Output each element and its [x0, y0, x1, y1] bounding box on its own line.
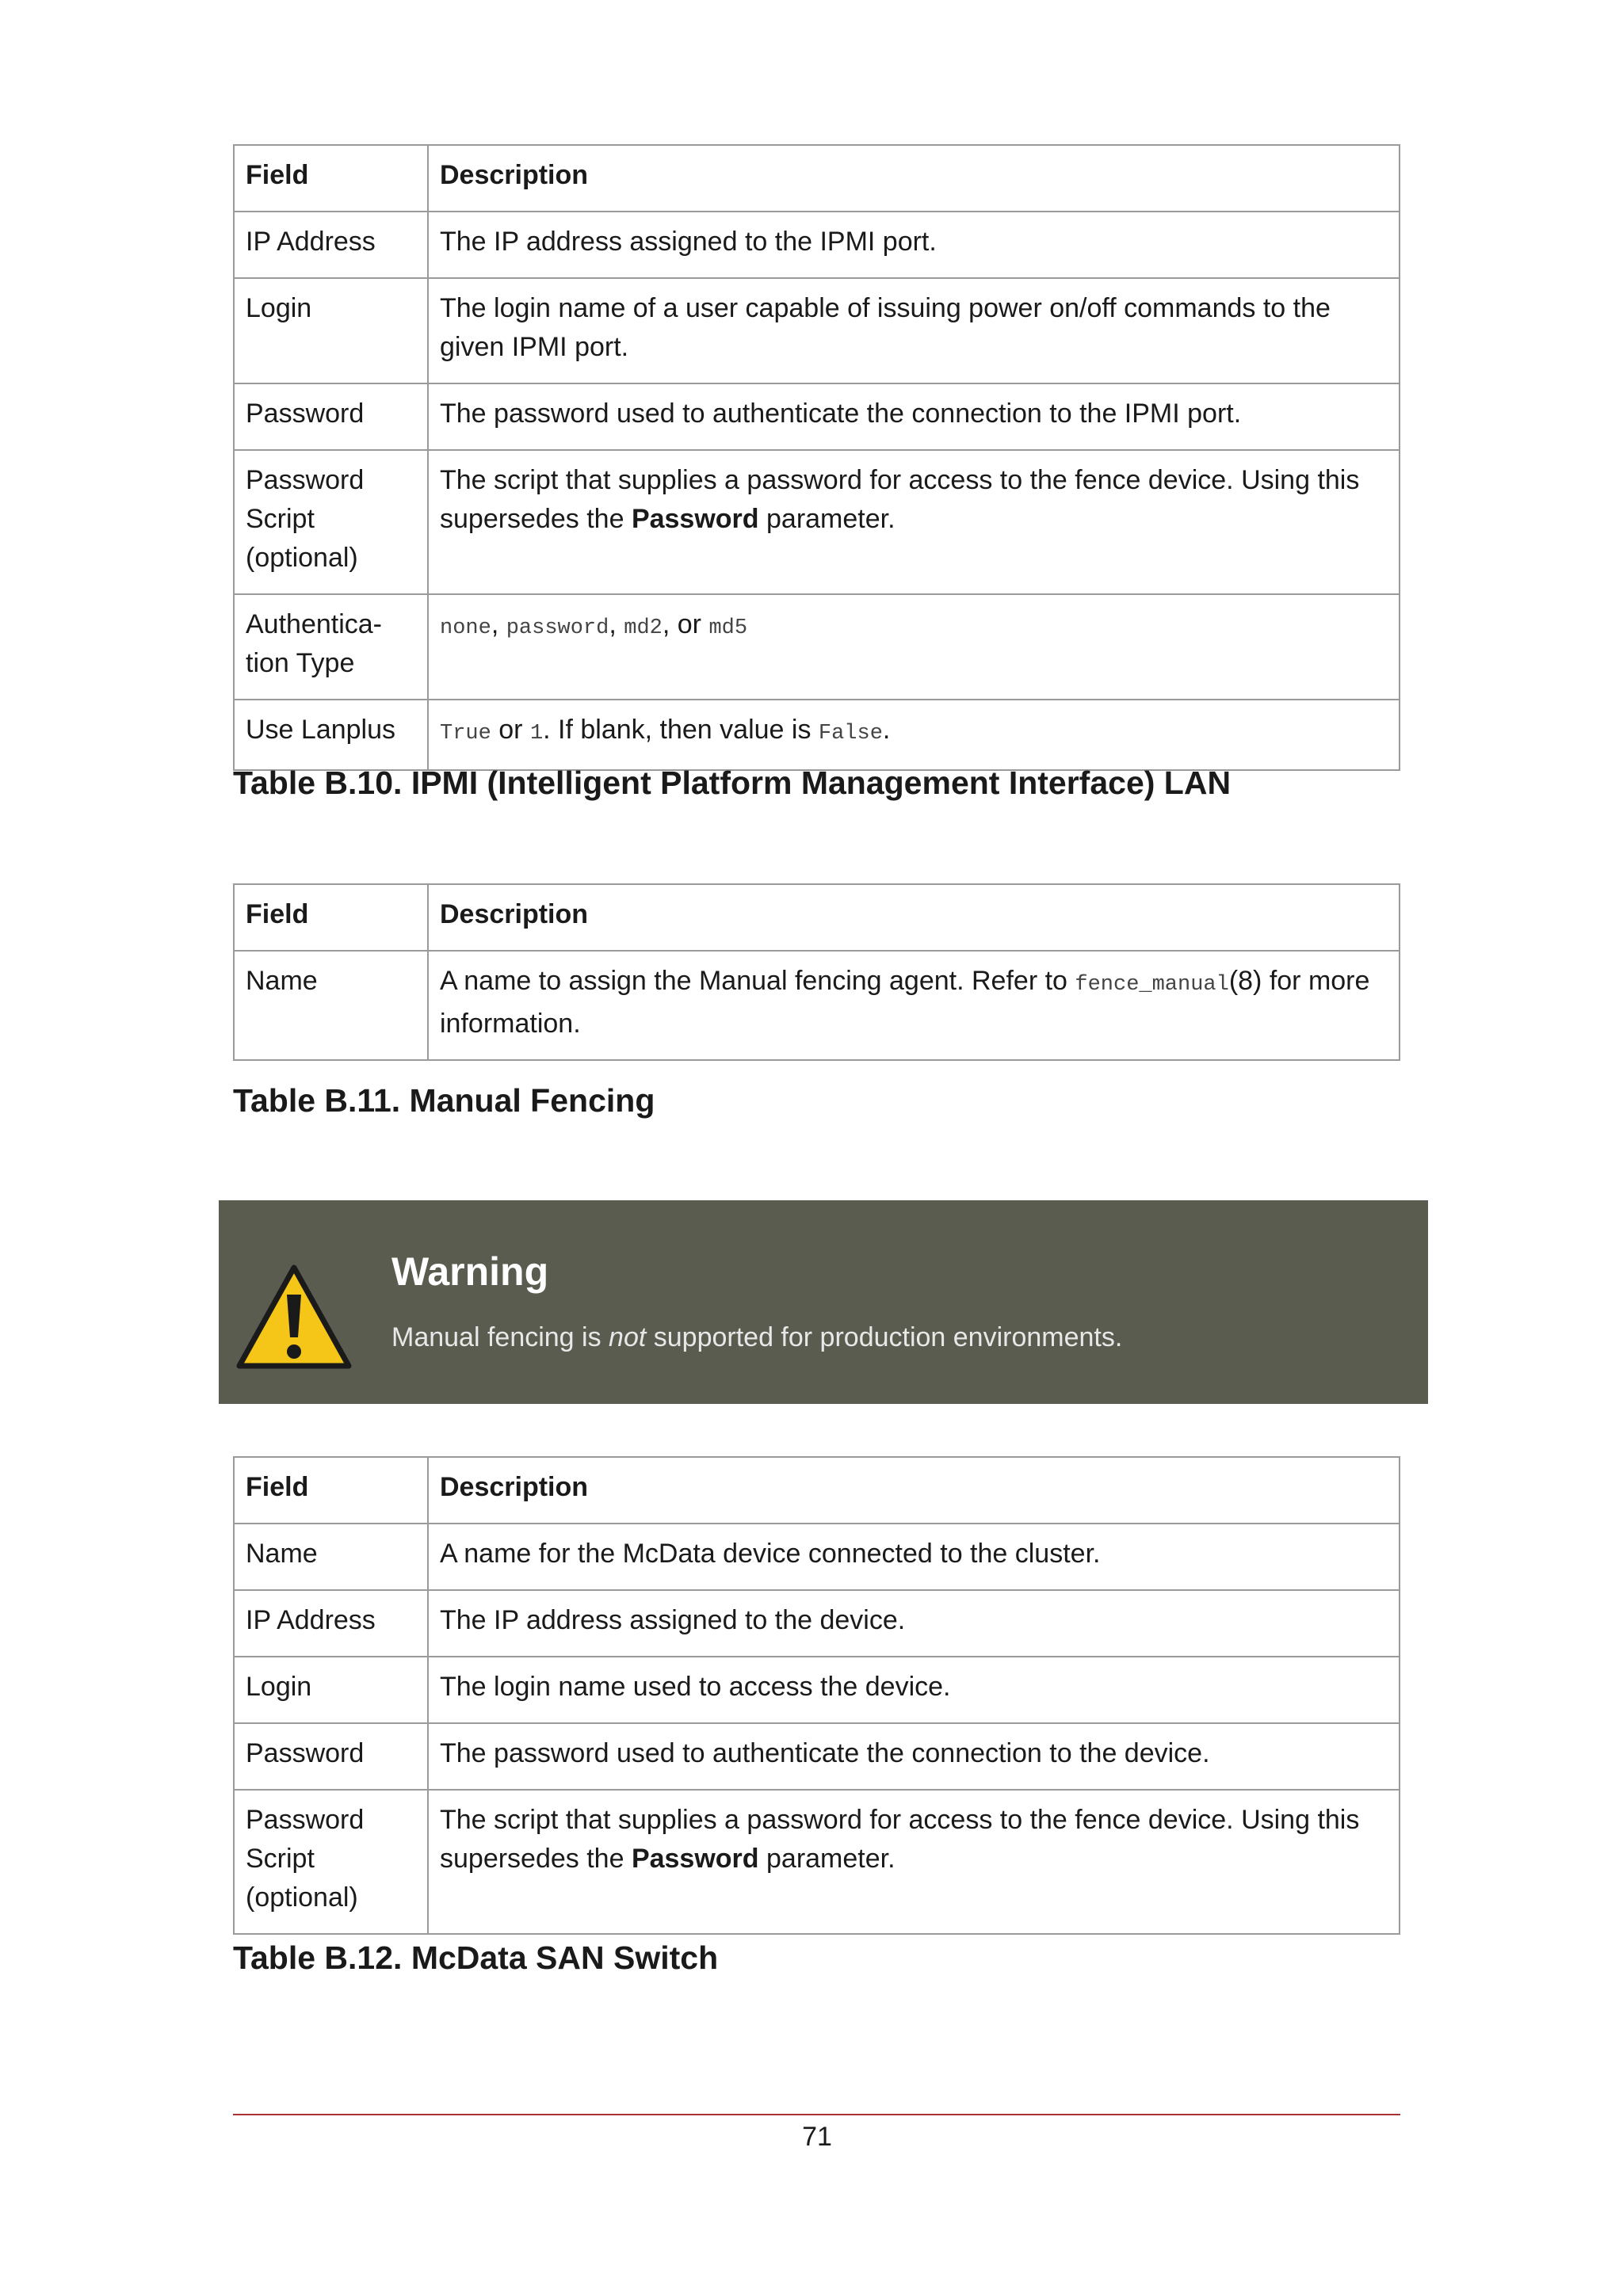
table-row — [234, 383, 1400, 450]
description-text: (8) for more information. — [440, 966, 1370, 1039]
table-header-row — [234, 145, 1400, 212]
separator: , or — [662, 609, 709, 639]
code-value: True — [440, 722, 491, 746]
table-caption: Table B.10. IPMI (Intelligent Platform Management Interface) LAN — [233, 765, 1232, 801]
field-cell — [234, 1790, 428, 1934]
description-text: . If blank, then value is — [543, 715, 819, 745]
field-cell — [234, 450, 428, 594]
field-cell: Name — [234, 1524, 428, 1590]
table-row — [234, 1657, 1400, 1723]
field-line: Authentica- — [246, 609, 382, 639]
field-cell: Login — [234, 278, 428, 383]
field-cell: Login — [234, 1657, 428, 1723]
table-header-row — [234, 884, 1400, 951]
separator: , — [491, 609, 506, 639]
table-row — [234, 1723, 1400, 1790]
field-cell: Use Lanplus — [234, 700, 428, 770]
description-column-header: Description — [428, 1457, 1400, 1524]
field-cell — [234, 594, 428, 700]
manual-fencing-table — [233, 883, 1400, 1061]
field-line: Script — [246, 1844, 315, 1874]
description-cell: The password used to authenticate the connection to the device. — [428, 1723, 1400, 1790]
table-row — [234, 951, 1400, 1060]
table-row — [234, 278, 1400, 383]
field-cell: IP Address — [234, 212, 428, 278]
ipmi-lan-table — [233, 144, 1400, 771]
description-cell: The IP address assigned to the device. — [428, 1590, 1400, 1657]
table-row — [234, 1524, 1400, 1590]
table-caption: Table B.11. Manual Fencing — [233, 1082, 655, 1119]
description-cell: The login name of a user capable of issuing power on/off commands to the given IPMI port. — [428, 278, 1400, 383]
field-column-header: Field — [234, 145, 428, 212]
field-cell: Password — [234, 383, 428, 450]
description-text: The script that supplies a password for access to the fence device. Using this supersedes the — [440, 1805, 1360, 1874]
table-row — [234, 700, 1400, 770]
description-cell: A name for the McData device connected to the cluster. — [428, 1524, 1400, 1590]
field-cell: Password — [234, 1723, 428, 1790]
field-column-header: Field — [234, 884, 428, 951]
description-cell — [428, 951, 1400, 1060]
table-row — [234, 1790, 1400, 1934]
description-cell — [428, 594, 1400, 700]
mcdata-san-switch-table — [233, 1456, 1400, 1935]
warning-text-part: Manual fencing is — [391, 1322, 609, 1352]
table-row — [234, 212, 1400, 278]
code-value: md5 — [708, 616, 748, 640]
footer-rule — [233, 2114, 1400, 2115]
table-caption: Table B.12. McData SAN Switch — [233, 1939, 719, 1976]
description-text: . — [882, 715, 891, 745]
field-line: (optional) — [246, 543, 358, 573]
table-row — [234, 594, 1400, 700]
description-text: A name to assign the Manual fencing agent. Refer to — [440, 966, 1075, 996]
description-cell: The login name used to access the device. — [428, 1657, 1400, 1723]
warning-box — [219, 1200, 1428, 1404]
field-column-header: Field — [234, 1457, 428, 1524]
warning-text-part: supported for production environments. — [646, 1322, 1123, 1352]
field-line: Script — [246, 504, 315, 534]
code-value: none — [440, 616, 491, 640]
table-row — [234, 450, 1400, 594]
warning-title: Warning — [391, 1249, 549, 1294]
field-line: tion Type — [246, 648, 355, 678]
description-column-header: Description — [428, 884, 1400, 951]
table-header-row — [234, 1457, 1400, 1524]
description-cell: The IP address assigned to the IPMI port. — [428, 212, 1400, 278]
field-cell: Name — [234, 951, 428, 1060]
description-text: parameter. — [758, 1844, 896, 1874]
separator: or — [491, 715, 530, 745]
code-value: 1 — [529, 722, 544, 746]
description-cell: The password used to authenticate the connection to the IPMI port. — [428, 383, 1400, 450]
table-row — [234, 1590, 1400, 1657]
description-text: parameter. — [758, 504, 896, 534]
description-cell — [428, 1790, 1400, 1934]
field-line: Password — [246, 1805, 365, 1835]
description-column-header: Description — [428, 145, 1400, 212]
description-cell — [428, 450, 1400, 594]
page-number: 71 — [802, 2122, 832, 2152]
warning-triangle-icon — [235, 1261, 353, 1372]
code-value: False — [818, 722, 883, 746]
separator: , — [609, 609, 624, 639]
parameter-name: Password — [631, 1844, 759, 1874]
warning-emphasis: not — [609, 1322, 647, 1352]
description-cell — [428, 700, 1400, 770]
field-line: Password — [246, 465, 365, 495]
description-text: The script that supplies a password for access to the fence device. Using this supersedes the — [440, 465, 1360, 534]
code-value: fence_manual — [1075, 973, 1229, 997]
warning-message — [391, 1319, 1122, 1356]
code-value: password — [506, 616, 609, 640]
parameter-name: Password — [631, 504, 759, 534]
field-line: (optional) — [246, 1882, 358, 1913]
code-value: md2 — [624, 616, 663, 640]
field-cell: IP Address — [234, 1590, 428, 1657]
